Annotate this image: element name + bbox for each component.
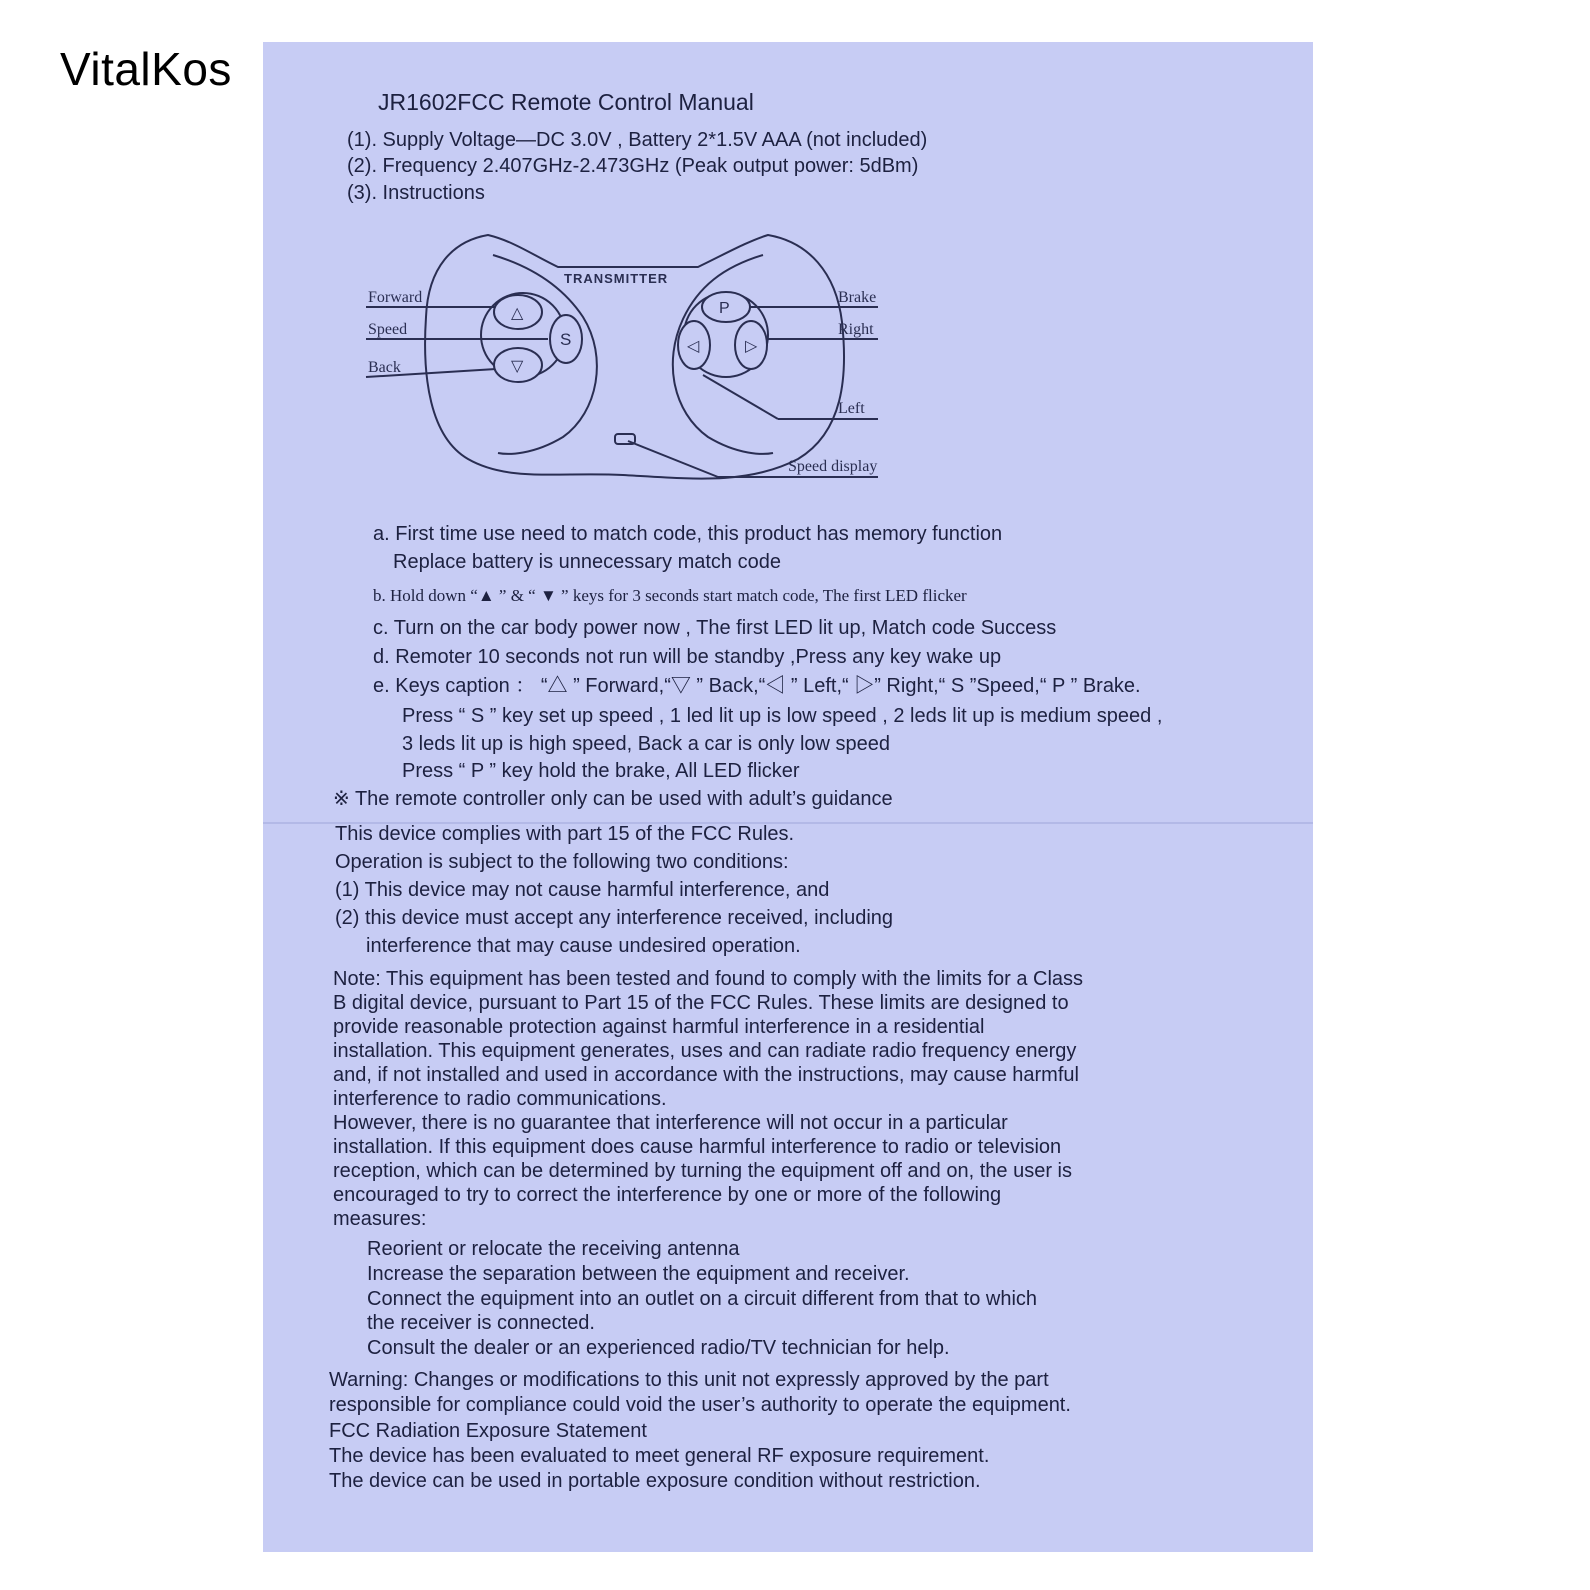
- instruction-line: b. Hold down “▲ ” & “ ▼ ” keys for 3 seconds start match code, The first LED flicker: [373, 586, 967, 605]
- instruction-line: Press “ P ” key hold the brake, All LED flicker: [402, 760, 800, 782]
- spec-line: (3). Instructions: [347, 182, 485, 204]
- measure-item: the receiver is connected.: [367, 1312, 595, 1334]
- fcc-line: (2) this device must accept any interference received, including: [335, 907, 894, 929]
- rf-exposure-line: The device can be used in portable exposure condition without restriction.: [329, 1470, 981, 1492]
- warning-line: Warning: Changes or modifications to this unit not expressly approved by the part: [329, 1369, 1049, 1391]
- measure-item: Connect the equipment into an outlet on a circuit different from that to which: [367, 1288, 1038, 1310]
- transmitter-diagram: [358, 227, 898, 497]
- note-line: provide reasonable protection against harmful interference in a residential: [333, 1016, 985, 1038]
- label-speed-display: Speed display: [788, 458, 878, 475]
- down-triangle-icon: ▽: [511, 358, 524, 375]
- fcc-line: (1) This device may not cause harmful interference, and: [335, 879, 830, 901]
- instruction-line: a. First time use need to match code, this product has memory function: [373, 523, 1003, 545]
- fcc-line: interference that may cause undesired operation.: [366, 935, 801, 957]
- instruction-line: d. Remoter 10 seconds not run will be standby ,Press any key wake up: [373, 646, 1002, 668]
- rf-exposure-line: The device has been evaluated to meet general RF exposure requirement.: [329, 1445, 990, 1467]
- measure-item: Consult the dealer or an experienced radio/TV technician for help.: [367, 1337, 950, 1359]
- spec-line: (1). Supply Voltage—DC 3.0V , Battery 2*1.5V AAA (not included): [347, 129, 928, 151]
- note-line: interference to radio communications.: [333, 1088, 667, 1110]
- speed-s-icon: S: [560, 330, 572, 349]
- measure-item: Increase the separation between the equipment and receiver.: [367, 1263, 910, 1285]
- instruction-line: Press “ S ” key set up speed , 1 led lit up is low speed , 2 leds lit up is medium speed ,: [402, 705, 1163, 727]
- spec-line: (2). Frequency 2.407GHz-2.473GHz (Peak output power: 5dBm): [347, 155, 919, 177]
- instruction-line: Replace battery is unnecessary match code: [393, 551, 781, 573]
- note-line: installation. This equipment generates, uses and can radiate radio frequency energy: [333, 1040, 1077, 1062]
- label-speed: Speed: [368, 321, 408, 338]
- brand-logo-text: VitalKos: [60, 43, 232, 95]
- label-forward: Forward: [368, 289, 423, 306]
- left-triangle-icon: ◁: [687, 338, 700, 355]
- fcc-line: Operation is subject to the following two conditions:: [335, 851, 789, 873]
- guidance-warning: ※ The remote controller only can be used with adult’s guidance: [333, 788, 893, 810]
- fcc-line: This device complies with part 15 of the FCC Rules.: [335, 823, 795, 845]
- note-line: and, if not installed and used in accordance with the instructions, may cause harmful: [333, 1064, 1079, 1086]
- measure-item: Reorient or relocate the receiving antenna: [367, 1238, 740, 1260]
- note-line: measures:: [333, 1208, 427, 1230]
- note-line: installation. If this equipment does cause harmful interference to radio or television: [333, 1136, 1062, 1158]
- label-back: Back: [368, 359, 401, 376]
- note-line: Note: This equipment has been tested and found to comply with the limits for a Class: [333, 968, 1084, 990]
- label-brake: Brake: [838, 289, 877, 306]
- label-right: Right: [838, 321, 874, 338]
- label-left: Left: [838, 400, 865, 417]
- instruction-line: 3 leds lit up is high speed, Back a car is only low speed: [402, 733, 891, 755]
- up-triangle-icon: △: [511, 305, 524, 322]
- rf-exposure-heading: FCC Radiation Exposure Statement: [329, 1420, 647, 1442]
- transmitter-header: TRANSMITTER: [564, 271, 669, 286]
- manual-sheet: [263, 42, 1313, 1552]
- note-line: reception, which can be determined by turning the equipment off and on, the user is: [333, 1160, 1072, 1182]
- brake-p-icon: P: [719, 300, 730, 317]
- note-line: However, there is no guarantee that interference will not occur in a particular: [333, 1112, 1008, 1134]
- note-line: B digital device, pursuant to Part 15 of the FCC Rules. These limits are designed to: [333, 992, 1069, 1014]
- manual-title: JR1602FCC Remote Control Manual: [378, 89, 754, 115]
- instruction-line: e. Keys caption ： “△ ” Forward,“▽ ” Back,“◁ ” Left,“ ▷” Right,“ S ”Speed,“ P ” Brake.: [373, 675, 1141, 697]
- instruction-line: c. Turn on the car body power now , The first LED lit up, Match code Success: [373, 617, 1057, 639]
- note-line: encouraged to try to correct the interference by one or more of the following: [333, 1184, 1002, 1206]
- warning-line: responsible for compliance could void the user’s authority to operate the equipment.: [329, 1394, 1071, 1416]
- right-triangle-icon: ▷: [745, 338, 758, 355]
